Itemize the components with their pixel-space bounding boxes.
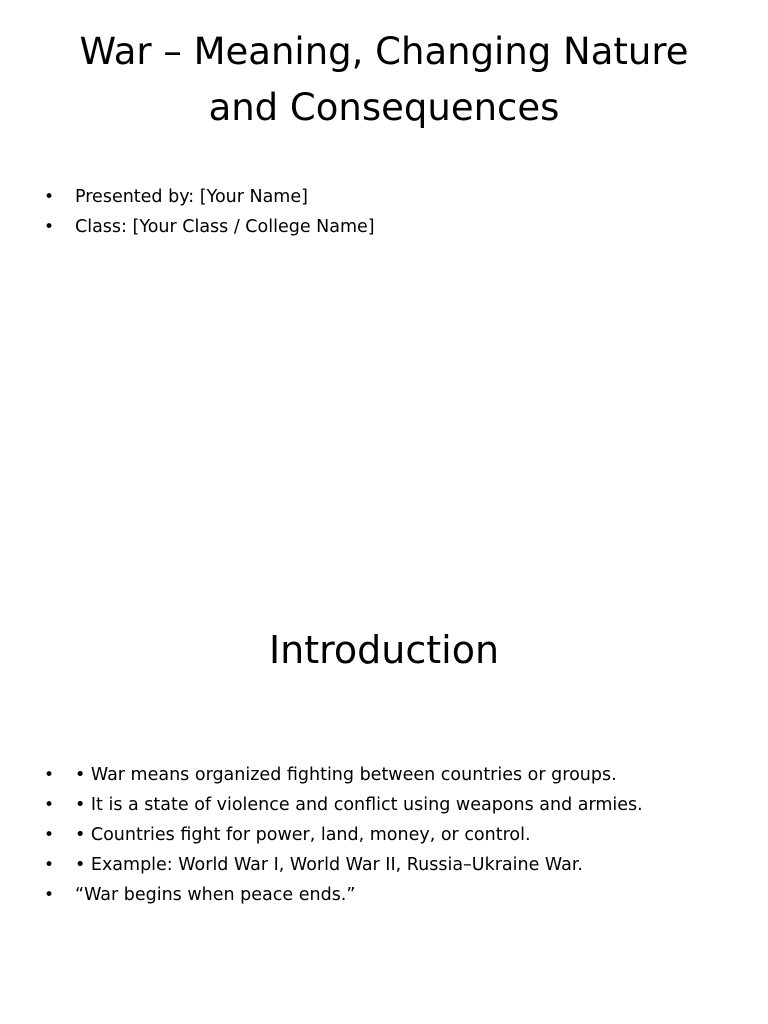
bullet-icon: • (44, 217, 55, 237)
bullet-text: • Example: World War I, World War II, Russia–Ukraine War. (75, 855, 583, 875)
slide-title-heading (0, 24, 768, 136)
slide-heading: Introduction (268, 628, 500, 672)
bullet-text: • It is a state of violence and conflict using weapons and armies. (75, 795, 643, 815)
bullet-text: “War begins when peace ends.” (75, 885, 356, 905)
bullet-text: • Countries fight for power, land, money, or control. (75, 825, 531, 845)
list-item (44, 792, 643, 822)
bullet-icon: • (44, 855, 55, 875)
bullet-text: • War means organized fighting between countries or groups. (75, 765, 617, 785)
bullet-icon: • (44, 187, 55, 207)
bullet-icon: • (44, 825, 55, 845)
title-bullet-list (44, 184, 375, 244)
list-item (44, 852, 643, 882)
title-line-1: War – Meaning, Changing Nature (79, 30, 689, 73)
list-item (44, 882, 643, 912)
bullet-icon: • (44, 885, 55, 905)
bullet-text: Class: [Your Class / College Name] (75, 217, 375, 237)
list-item (44, 214, 375, 244)
title-line-2: and Consequences (208, 86, 560, 129)
list-item (44, 762, 643, 792)
bullet-text: Presented by: [Your Name] (75, 187, 308, 207)
slide-introduction (0, 576, 768, 1024)
list-item (44, 184, 375, 214)
intro-bullet-list (44, 762, 643, 912)
bullet-icon: • (44, 795, 55, 815)
list-item (44, 822, 643, 852)
bullet-icon: • (44, 765, 55, 785)
